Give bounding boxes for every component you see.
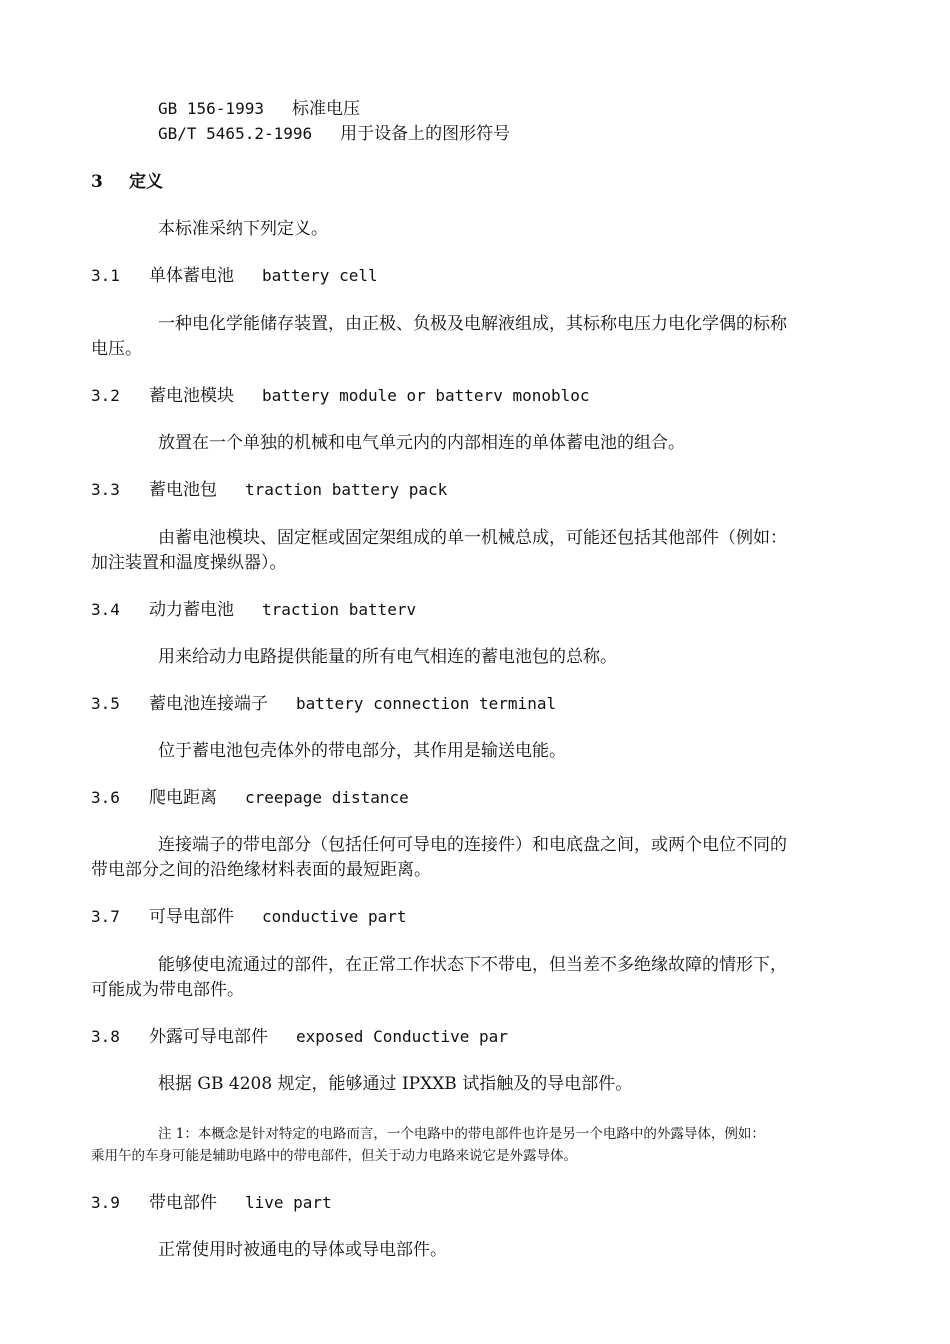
term-note: 注 1：本概念是针对特定的电路而言，一个电路中的带电部件也许是另一个电路中的外露导体，例如：	[158, 1126, 765, 1142]
term-heading	[91, 1027, 508, 1047]
term-chinese: 蓄电池模块	[149, 386, 234, 406]
term-definition: 连接端子的带电部分（包括任何可导电的连接件）和电底盘之间，或两个电位不同的	[158, 835, 787, 855]
term-english: live part	[245, 1193, 332, 1212]
reference-line	[158, 124, 510, 144]
reference-title: 用于设备上的图形符号	[340, 124, 511, 144]
term-number: 3.8	[91, 1027, 120, 1046]
term-number: 3.3	[91, 480, 120, 499]
term-number: 3.7	[91, 907, 120, 926]
term-number: 3.1	[91, 266, 120, 285]
term-english: battery cell	[262, 266, 378, 285]
reference-code: GB/T 5465.2-1996	[158, 124, 313, 143]
term-chinese: 蓄电池包	[149, 480, 217, 500]
section-heading	[91, 172, 163, 192]
term-heading	[91, 1193, 332, 1213]
term-heading	[91, 386, 590, 406]
term-english: traction battery pack	[245, 480, 448, 499]
term-number: 3.9	[91, 1193, 120, 1212]
term-english: creepage distance	[245, 788, 409, 807]
term-heading	[91, 480, 447, 500]
term-chinese: 单体蓄电池	[149, 266, 234, 286]
term-heading	[91, 600, 416, 620]
term-definition: 能够使电流通过的部件，在正常工作状态下不带电，但当差不多绝缘故障的情形下，	[158, 955, 787, 975]
term-definition: 一种电化学能储存装置，由正极、负极及电解液组成，其标称电压力电化学偶的标称	[158, 314, 787, 334]
term-definition: 带电部分之间的沿绝缘材料表面的最短距离。	[91, 860, 431, 880]
term-definition: 由蓄电池模块、固定框或固定架组成的单一机械总成，可能还包括其他部件（例如：	[158, 528, 787, 548]
term-definition: 根据 GB 4208 规定，能够通过 IPXXB 试指触及的导电部件。	[158, 1074, 633, 1094]
term-heading	[91, 788, 409, 808]
term-english: battery connection terminal	[296, 694, 557, 713]
term-heading	[91, 694, 556, 714]
reference-code: GB 156-1993	[158, 99, 264, 118]
term-definition: 放置在一个单独的机械和电气单元内的内部相连的单体蓄电池的组合。	[158, 433, 685, 453]
section-number: 3	[91, 172, 103, 192]
term-english: battery module or batterv monobloc	[262, 386, 590, 405]
term-note: 乘用午的车身可能是辅助电路中的带电部件，但关于动力电路来说它是外露导体。	[91, 1148, 577, 1164]
section-title: 定义	[129, 172, 163, 192]
term-definition: 加注装置和温度操纵器）。	[91, 553, 287, 573]
term-chinese: 动力蓄电池	[149, 600, 234, 620]
term-number: 3.5	[91, 694, 120, 713]
term-heading	[91, 907, 407, 927]
reference-title: 标准电压	[291, 99, 360, 119]
term-definition: 用来给动力电路提供能量的所有电气相连的蓄电池包的总称。	[158, 647, 617, 667]
term-number: 3.4	[91, 600, 120, 619]
term-chinese: 外露可导电部件	[149, 1027, 268, 1047]
term-definition: 位于蓄电池包壳体外的带电部分，其作用是输送电能。	[158, 741, 566, 761]
term-english: conductive part	[262, 907, 407, 926]
term-english: traction batterv	[262, 600, 417, 619]
intro-text: 本标准采纳下列定义。	[158, 219, 328, 239]
term-chinese: 可导电部件	[149, 907, 234, 927]
reference-line	[158, 99, 360, 119]
term-definition: 电压。	[91, 339, 142, 359]
term-heading	[91, 266, 378, 286]
term-number: 3.6	[91, 788, 120, 807]
term-chinese: 蓄电池连接端子	[149, 694, 268, 714]
term-chinese: 带电部件	[149, 1193, 217, 1213]
term-english: exposed Conductive par	[296, 1027, 508, 1046]
term-definition: 可能成为带电部件。	[91, 980, 244, 1000]
term-chinese: 爬电距离	[149, 788, 217, 808]
term-number: 3.2	[91, 386, 120, 405]
term-definition: 正常使用时被通电的导体或导电部件。	[158, 1240, 447, 1260]
